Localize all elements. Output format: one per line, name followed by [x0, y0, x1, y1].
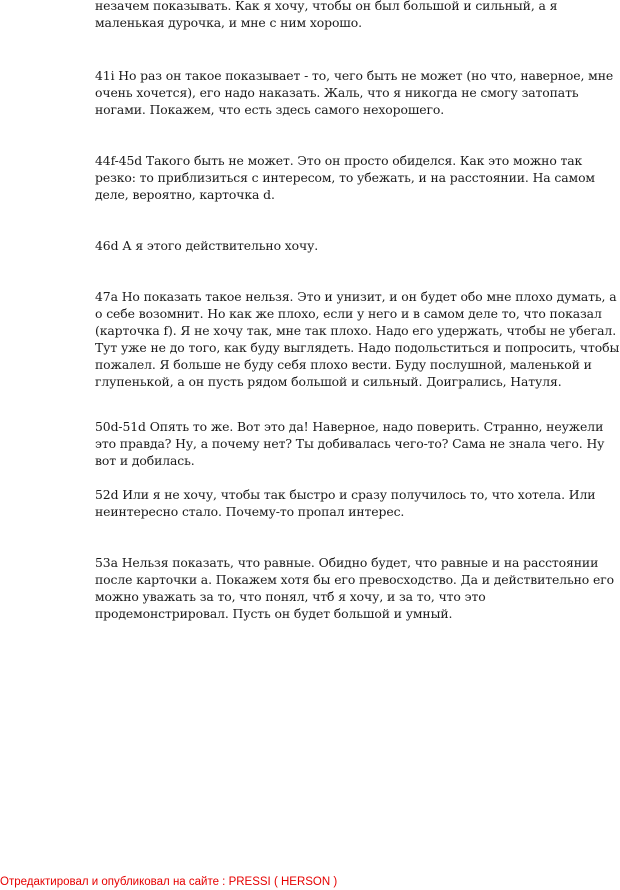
publisher-footer: Отредактировал и опубликовал на сайте : PRESSI ( HERSON )	[0, 876, 338, 888]
paragraph-46d: 46d А я этого действительно хочу.	[95, 238, 319, 253]
paragraph-44f-45d: 44f-45d Такого быть не может. Это он просто обиделся. Как это можно так резко: то приблизиться с интересом, то убежать, и на расстоянии. На самом деле, вероятно, карточка d.	[95, 153, 595, 202]
paragraph-47a: 47a Но показать такое нельзя. Это и унизит, и он будет обо мне плохо думать, а о себе возомнит. Но как же плохо, если у него и в самом деле то, что показал (карточка f). Я не хочу так, мне так плохо. Надо его удержать, чтобы не убегал. Тут уже не до того, как буду выглядеть. Надо подольститься и попросить, чтобы пожалел. Я больше не буду себя плохо вести. Буду послушной, маленькой и глупенькой, а он пусть рядом большой и сильный. Доигрались, Натуля.	[95, 289, 620, 389]
paragraph-41i: 41i Но раз он такое показывает - то, чего быть не может (но что, наверное, мне очень хочется), его надо наказать. Жаль, что я никогда не смогу затопать ногами. Покажем, что есть здесь самого нехорошего.	[95, 68, 614, 117]
paragraph-50d-51d: 50d-51d Опять то же. Вот это да! Наверное, надо поверить. Странно, неужели это правда? Ну, а почему нет? Ты добивалась чего-то? Сама не знала чего. Ну вот и добилась.	[95, 419, 605, 468]
paragraph-continuation: незачем показывать. Как я хочу, чтобы он был большой и сильный, а я маленькая дурочка, и мне с ним хорошо.	[95, 0, 558, 30]
paragraph-52d: 52d Или я не хочу, чтобы так быстро и сразу получилось то, что хотела. Или неинтересно стало. Почему-то пропал интерес.	[95, 487, 596, 519]
paragraph-53a: 53a Нельзя показать, что равные. Обидно будет, что равные и на расстоянии после карточки a. Покажем хотя бы его превосходство. Да и действительно его можно уважать за то, что понял, чтб я хочу, и за то, что это продемонстрировал. Пусть он будет большой и умный.	[95, 555, 614, 621]
